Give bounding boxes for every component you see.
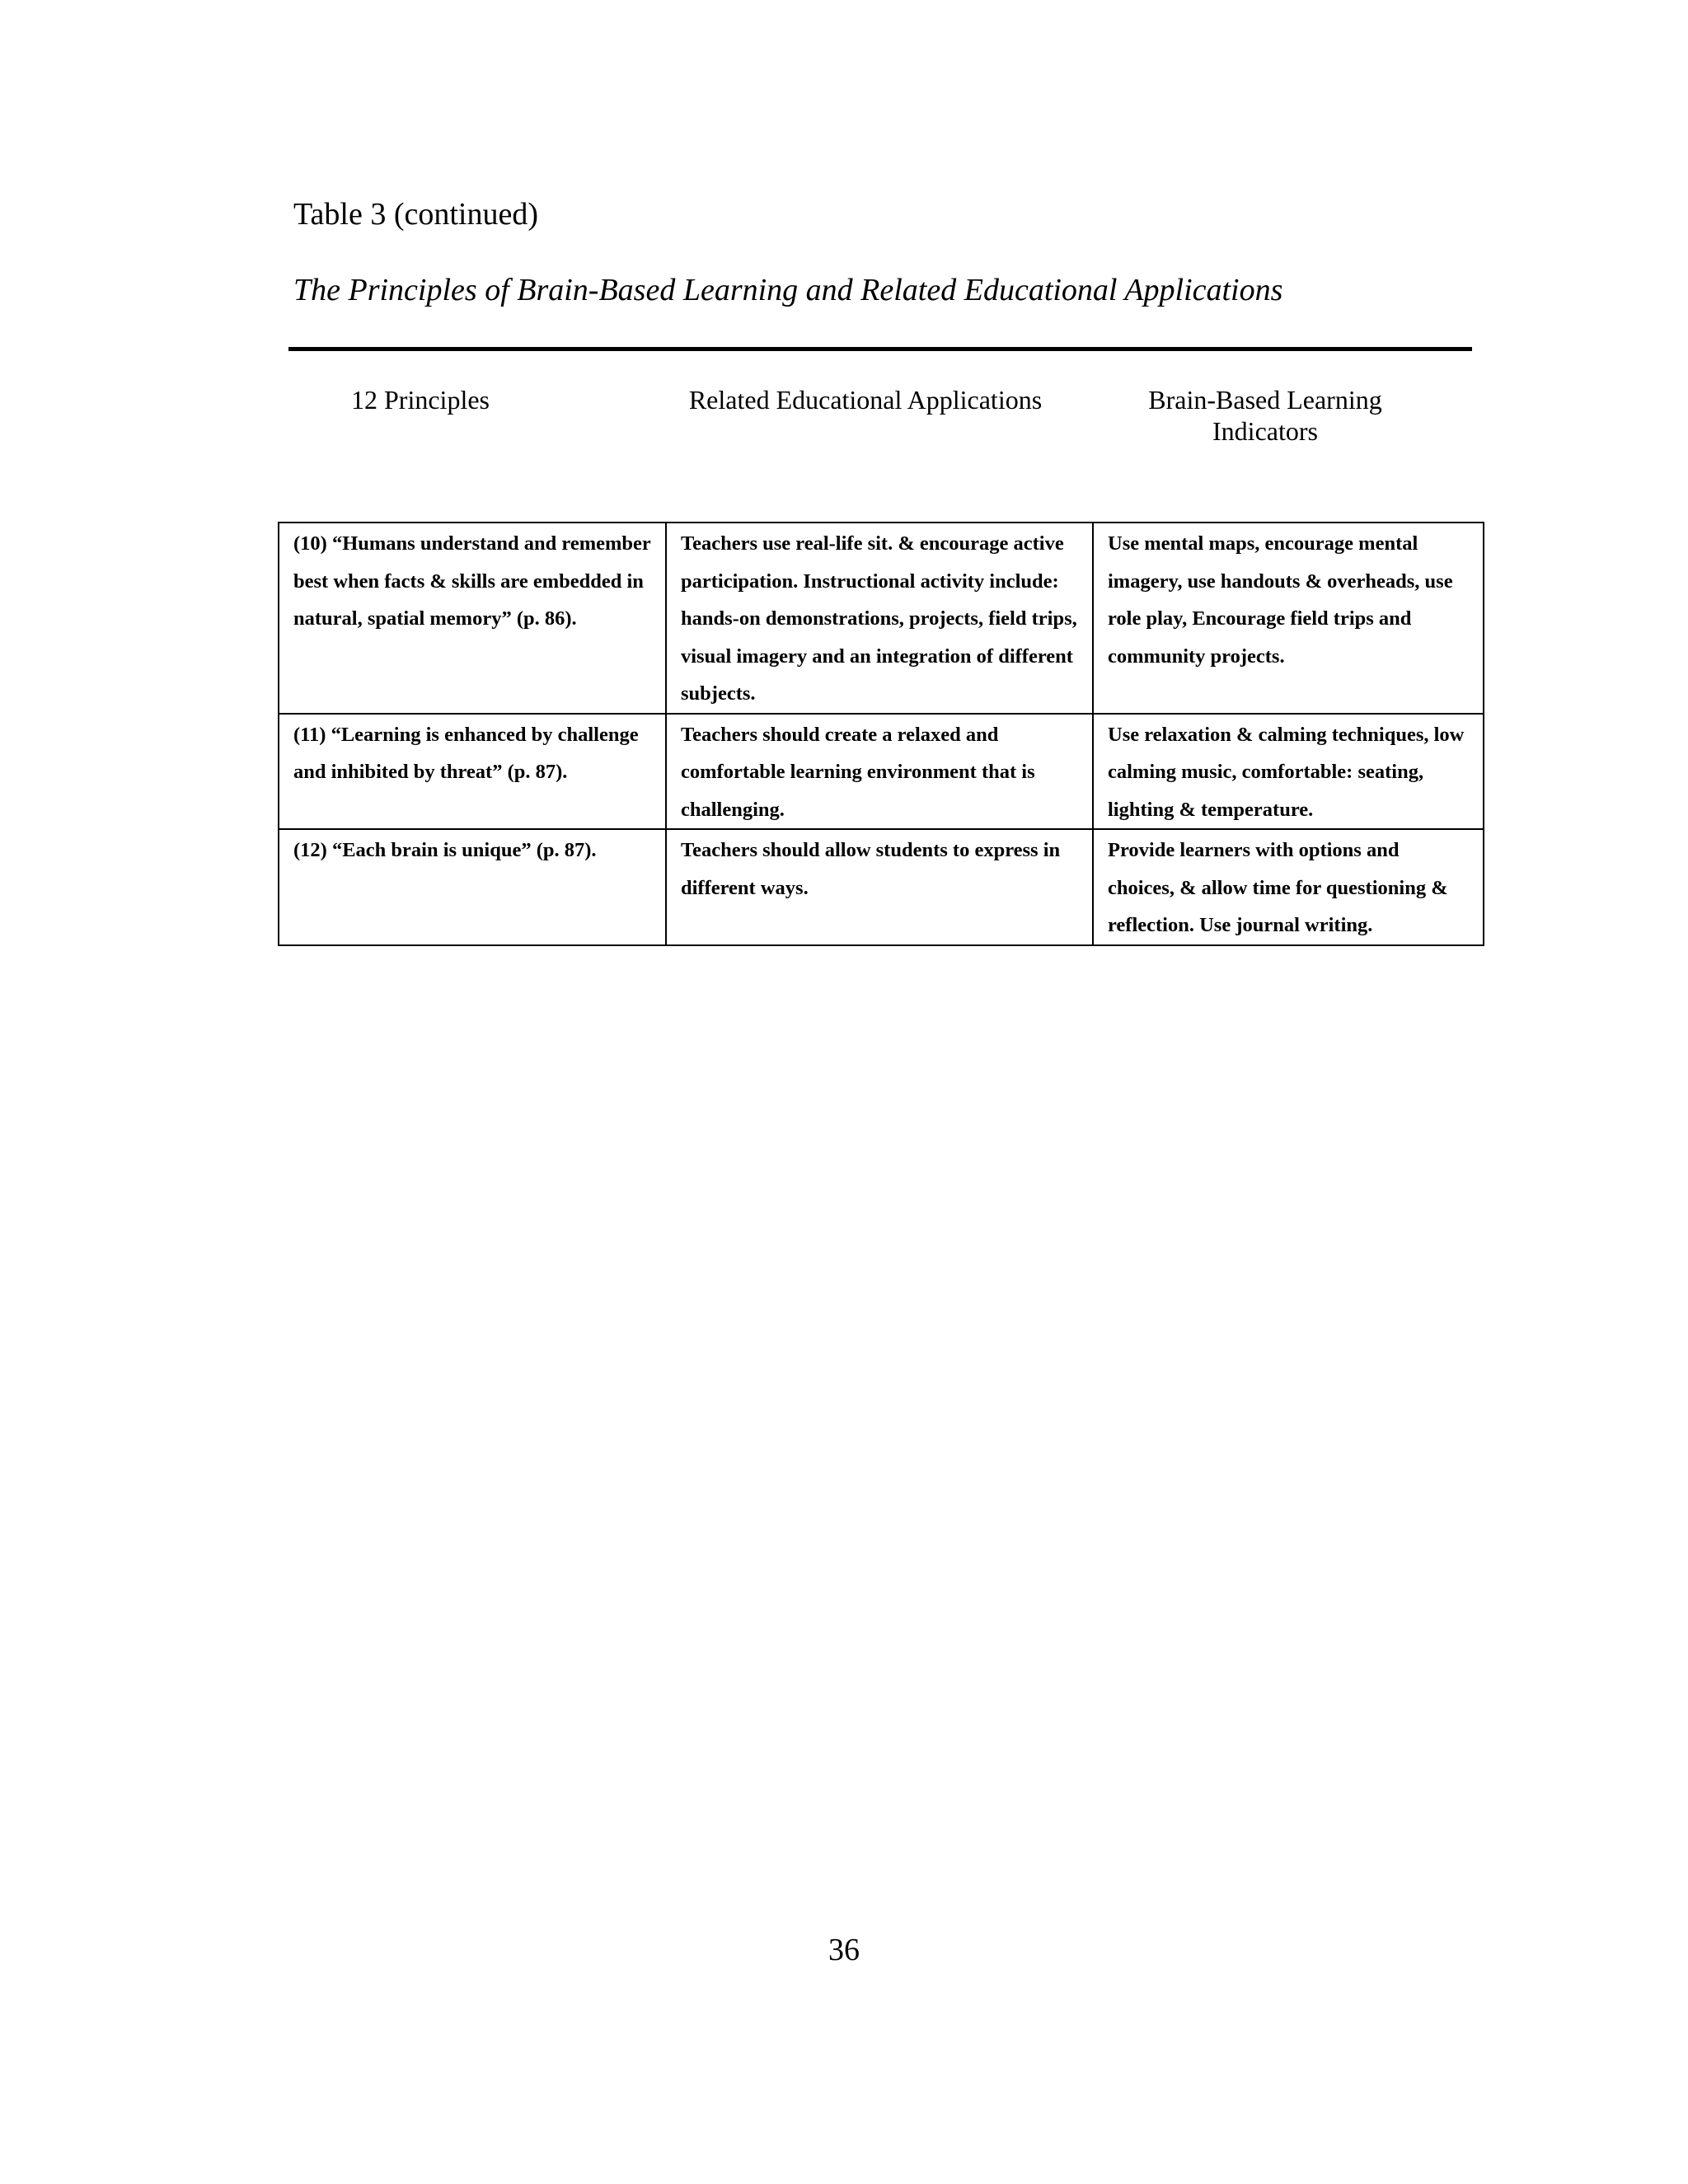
principle-cell: (11) “Learning is enhanced by challenge and inhibited by threat” (p. 87).	[279, 714, 666, 830]
table-row	[279, 523, 1484, 714]
column-header-principles: 12 Principles	[351, 385, 490, 415]
principles-table	[278, 522, 1484, 946]
column-header-applications: Related Educational Applications	[688, 385, 1043, 415]
table-row	[279, 829, 1484, 945]
table-caption: Table 3 (continued)	[293, 197, 539, 232]
indicator-cell: Provide learners with options and choices, & allow time for questioning & reflection. Use journal writing.	[1093, 829, 1484, 945]
table-row	[279, 714, 1484, 830]
application-cell: Teachers should allow students to express in different ways.	[666, 829, 1093, 945]
principle-cell: (12) “Each brain is unique” (p. 87).	[279, 829, 666, 945]
table-title: The Principles of Brain-Based Learning and Related Educational Applications	[293, 273, 1283, 307]
page-number: 36	[828, 1933, 860, 1967]
column-header-indicators	[1129, 384, 1401, 447]
principle-cell: (10) “Humans understand and remember best when facts & skills are embedded in natural, spatial memory” (p. 86).	[279, 523, 666, 714]
indicator-cell: Use relaxation & calming techniques, low calming music, comfortable: seating, lighting & temperature.	[1093, 714, 1484, 830]
column-header-indicators-line1: Brain-Based Learning	[1148, 385, 1382, 415]
application-cell: Teachers use real-life sit. & encourage active participation. Instructional activity include: hands-on demonstrations, projects, field trips, visual imagery and an integration of different subjects.	[666, 523, 1093, 714]
column-header-indicators-line2: Indicators	[1212, 416, 1318, 446]
application-cell: Teachers should create a relaxed and comfortable learning environment that is challenging.	[666, 714, 1093, 830]
indicator-cell: Use mental maps, encourage mental imagery, use handouts & overheads, use role play, Encourage field trips and community projects.	[1093, 523, 1484, 714]
title-rule	[288, 347, 1472, 351]
